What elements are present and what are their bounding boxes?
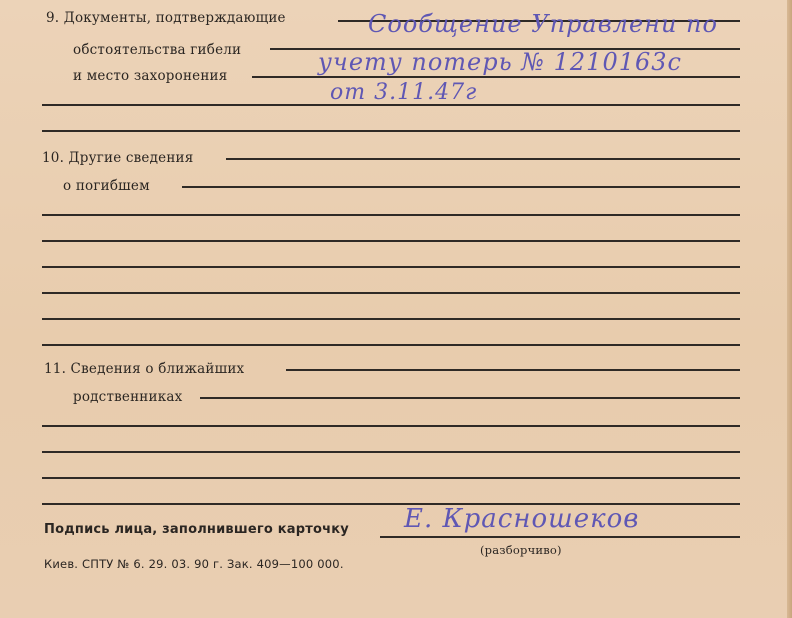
handwritten-entry-line-2: учету потерь № 1210163с xyxy=(318,48,682,76)
rule xyxy=(252,76,740,78)
rule xyxy=(42,214,740,216)
section-11-title-line-2: родственниках xyxy=(73,389,183,405)
rule xyxy=(42,292,740,294)
signature-rule xyxy=(380,536,740,538)
printing-imprint: Киев. СПТУ № 6. 29. 03. 90 г. Зак. 409—100 000. xyxy=(44,557,344,571)
rule xyxy=(42,477,740,479)
rule xyxy=(42,425,740,427)
legibly-hint: (разборчиво) xyxy=(480,543,562,557)
rule xyxy=(226,158,740,160)
handwritten-signature: Е. Красношеков xyxy=(404,504,640,534)
rule xyxy=(200,397,740,399)
rule xyxy=(42,318,740,320)
section-11-title-line-1: 11. Сведения о ближайших xyxy=(44,361,245,377)
section-9-title-line-2: обстоятельства гибели xyxy=(73,42,242,58)
rule xyxy=(42,130,740,132)
section-10-title-line-1: 10. Другие сведения xyxy=(42,150,194,166)
section-10-title-line-2: о погибшем xyxy=(63,178,150,194)
rule xyxy=(286,369,740,371)
handwritten-entry-line-1: Сообщение Управлени по xyxy=(368,10,718,38)
rule xyxy=(182,186,740,188)
card-edge xyxy=(787,0,792,618)
section-9-title-line-3: и место захоронения xyxy=(73,68,228,84)
rule xyxy=(42,344,740,346)
handwritten-entry-line-3: от 3.11.47г xyxy=(330,80,478,105)
rule xyxy=(42,451,740,453)
rule xyxy=(42,240,740,242)
signature-label: Подпись лица, заполнившего карточку xyxy=(44,522,349,537)
rule xyxy=(42,266,740,268)
section-9-title-line-1: 9. Документы, подтверждающие xyxy=(46,10,286,26)
